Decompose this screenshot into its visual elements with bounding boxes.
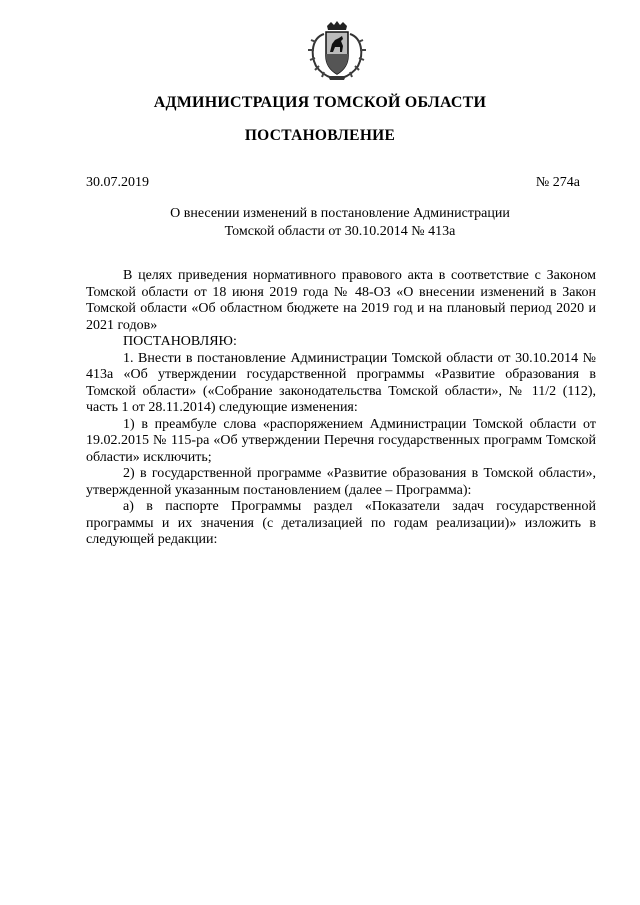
document-body [86,268,596,549]
document-subject [0,205,640,241]
item-1-2-a-paragraph: а) в паспорте Программы раздел «Показатели задач государственной программы и их значения (с детализацией по годам реализации)» изложить в следующей редакции: [86,499,596,547]
organization-title: АДМИНИСТРАЦИЯ ТОМСКОЙ ОБЛАСТИ [153,94,487,111]
document-date: 30.07.2019 [86,175,149,190]
item-1-1-paragraph: 1) в преамбуле слова «распоряжением Администрации Томской области от 19.02.2015 № 115-ра «Об утверждении Перечня государственных программ Томской области» исключить; [86,416,596,465]
coat-of-arms-icon [302,20,372,82]
subject-line: Томской области от 30.10.2014 № 413а [224,224,456,239]
preamble-paragraph: В целях приведения нормативного правового акта в соответствие с Законом Томской области от 18 июня 2019 года № 48-ОЗ «О внесении изменений в Закон Томской области «Об областном бюджете на 2019 год и на плановый период 2020 и 2021 годов» [86,268,596,333]
item-1-paragraph: 1. Внести в постановление Администрации Томской области от 30.10.2014 № 413а «Об утверждении государственной программы «Развитие образования в Томской области» («Собрание законодательства Томской области», № 11/2 (112), часть 1 от 28.11.2014) следующие изменения: [86,350,596,415]
document-type: ПОСТАНОВЛЕНИЕ [244,127,396,144]
resolve-heading: ПОСТАНОВЛЯЮ: [123,334,237,349]
document-number: № 274а [535,175,580,190]
item-1-2-paragraph: 2) в государственной программе «Развитие образования в Томской области», утвержденной указанным постановлением (далее – Программа): [86,466,596,498]
subject-line: О внесении изменений в постановление Администрации [170,206,510,221]
